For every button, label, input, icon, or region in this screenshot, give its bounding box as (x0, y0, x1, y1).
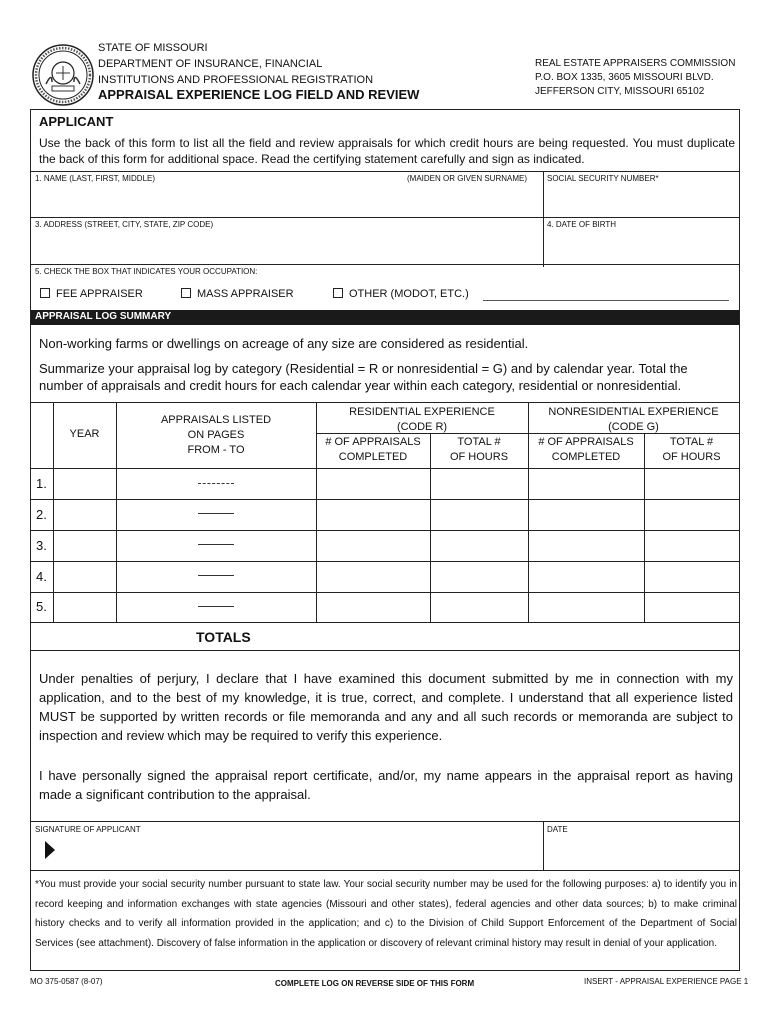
page-label: INSERT - APPRAISAL EXPERIENCE PAGE 1 (584, 977, 749, 986)
fee-appraiser-label: FEE APPRAISER (56, 288, 143, 300)
summary-instructions: Summarize your appraisal log by category (Residential = R or nonresidential = G) and by calendar year. Total the number of appraisals and credit hours for each calendar year within each category, residential or nonresidential. (39, 361, 688, 393)
agency-line-3: INSTITUTIONS AND PROFESSIONAL REGISTRATION (98, 74, 374, 86)
row-number-4: 4. (36, 569, 47, 584)
agency-line-1: STATE OF MISSOURI (98, 42, 208, 54)
ssn-label: SOCIAL SECURITY NUMBER* (547, 174, 659, 183)
agency-line-2: DEPARTMENT OF INSURANCE, FINANCIAL (98, 58, 323, 70)
totals-label: TOTALS (196, 629, 251, 645)
footer-instruction: COMPLETE LOG ON REVERSE SIDE OF THIS FORM (275, 979, 475, 988)
nonres-hours-header: TOTAL # OF HOURS (662, 436, 721, 463)
page-range-dash-3 (198, 544, 234, 545)
other-occupation-checkbox[interactable] (333, 288, 343, 298)
pages-header: APPRAISALS LISTED ON PAGES FROM - TO (160, 414, 272, 456)
signature-label: SIGNATURE OF APPLICANT (35, 825, 141, 834)
row-number-1: 1. (36, 476, 47, 491)
summary-bar-label: APPRAISAL LOG SUMMARY (35, 311, 172, 322)
commission-line-1: REAL ESTATE APPRAISERS COMMISSION (535, 58, 736, 69)
residential-header: RESIDENTIAL EXPERIENCE (CODE R) (349, 406, 495, 433)
row-number-2: 2. (36, 507, 47, 522)
ssn-notice: *You must provide your social security number pursuant to state law. Your social security number may be used for the following purposes: a) to identify you in record keeping and information exchanges with state agencies (Missouri and other states), federal agencies and other data sources; b) to make criminal history checks and to verify all information provided in the application; and c) to the Division of Child Support Enforcement of the Department of Social Services (see attachment). Discovery of false information in the application or discovery of relevant criminal history may result in denial of your application. (35, 879, 737, 949)
page-range-dash-1 (198, 483, 234, 484)
perjury-statement: Under penalties of perjury, I declare that I have examined this document submitted by me in connection with my application, and to the best of my knowledge, it is true, correct, and complete. I understand that all experience listed MUST be supported by written records or file memoranda and any and all such records or memoranda are subject to inspection and review which may be required to verify this experience. (39, 671, 733, 743)
agency-block (98, 40, 373, 88)
dob-label: 4. DATE OF BIRTH (547, 220, 617, 229)
name-label: 1. NAME (LAST, FIRST, MIDDLE) (35, 174, 156, 183)
name-field[interactable] (35, 186, 539, 216)
date-field[interactable] (547, 838, 735, 868)
sign-here-arrow-icon (45, 841, 55, 859)
year-header: YEAR (69, 428, 100, 440)
other-occupation-field[interactable] (483, 300, 729, 301)
commission-block (535, 57, 735, 99)
res-hours-header: TOTAL # OF HOURS (449, 436, 509, 463)
mass-appraiser-option[interactable] (181, 288, 294, 300)
address-label: 3. ADDRESS (STREET, CITY, STATE, ZIP CODE) (35, 220, 214, 229)
form-number: MO 375-0587 (8-07) (30, 977, 103, 986)
nonres-appraisals-header: # OF APPRAISALS COMPLETED (538, 436, 634, 463)
form-title: APPRAISAL EXPERIENCE LOG FIELD AND REVIEW (98, 87, 420, 102)
maiden-name-label: (MAIDEN OR GIVEN SURNAME) (407, 174, 528, 183)
row-number-3: 3. (36, 538, 47, 553)
commission-line-2: P.O. BOX 1335, 3605 MISSOURI BLVD. (535, 72, 714, 83)
nonresidential-header: NONRESIDENTIAL EXPERIENCE (CODE G) (548, 406, 719, 433)
date-label: DATE (547, 825, 568, 834)
address-field[interactable] (35, 232, 539, 264)
signature-statement: I have personally signed the appraisal report certificate, and/or, my name appears in the appraisal report as having made a significant contribution to the appraisal. (39, 768, 733, 802)
dob-field[interactable] (547, 232, 735, 264)
occupation-label: 5. CHECK THE BOX THAT INDICATES YOUR OCCUPATION: (35, 267, 258, 276)
mass-appraiser-label: MASS APPRAISER (197, 288, 294, 300)
other-occupation-label: OTHER (MODOT, ETC.) (349, 288, 469, 300)
mass-appraiser-checkbox[interactable] (181, 288, 191, 298)
ssn-field[interactable] (547, 186, 735, 216)
summary-residential-note: Non-working farms or dwellings on acreage of any size are considered as residential. (39, 336, 529, 351)
page-range-dash-4 (198, 575, 234, 576)
commission-line-3: JEFFERSON CITY, MISSOURI 65102 (535, 86, 705, 97)
signature-field[interactable] (61, 838, 539, 868)
page-range-dash-2 (198, 513, 234, 514)
res-appraisals-header: # OF APPRAISALS COMPLETED (325, 436, 421, 463)
missouri-state-seal (32, 44, 94, 106)
applicant-heading: APPLICANT (39, 114, 114, 129)
other-occupation-option[interactable] (333, 288, 469, 300)
fee-appraiser-checkbox[interactable] (40, 288, 50, 298)
fee-appraiser-option[interactable] (40, 288, 143, 300)
applicant-instructions: Use the back of this form to list all the field and review appraisals for which credit hours are being requested. You must duplicate the back of this form for additional space. Read the certifying statement carefully and sign as indicated. (39, 136, 735, 166)
row-number-5: 5. (36, 599, 47, 614)
form-body (30, 109, 740, 971)
page-range-dash-5 (198, 606, 234, 607)
summary-bar (31, 310, 739, 325)
